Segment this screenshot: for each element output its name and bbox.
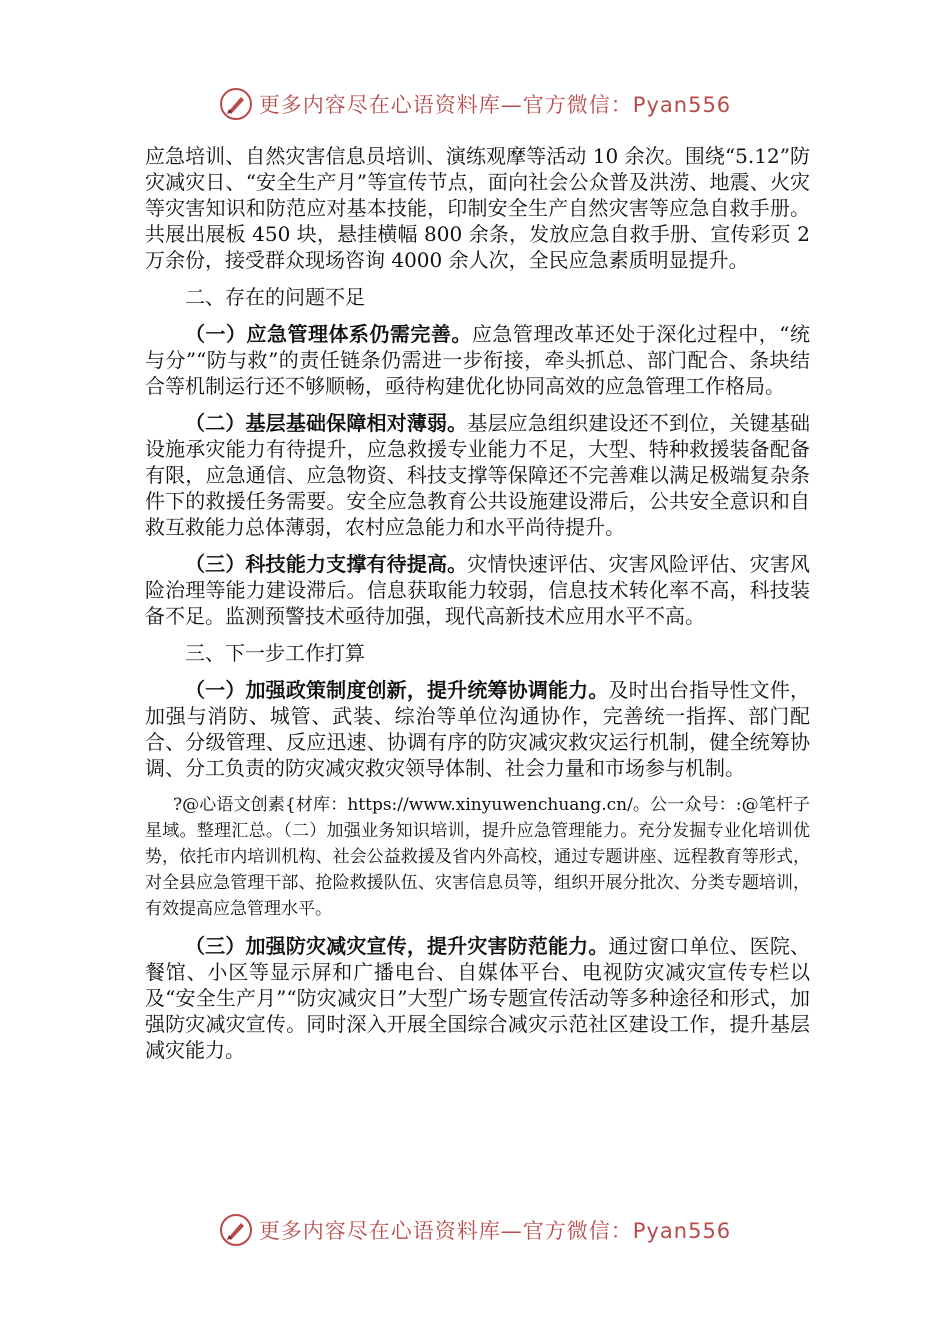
pen-logo-icon	[219, 87, 253, 121]
header-banner	[0, 84, 950, 124]
paragraph-text: 应急管理改革还处于深化过程中，“统与分”“防与救”的责任链条仍需进一步衔接，牵头抓总、部门配合、条块结合等机制运行还不够顺畅，亟待构建优化协同高效的应急管理工作格局。	[145, 322, 810, 398]
paragraph-lead: （三）加强防灾减灾宣传，提升灾害防范能力。	[185, 934, 609, 958]
paragraph-plan-3	[145, 933, 810, 1063]
header-banner-text: 更多内容尽在心语资料库—官方微信：Pyan556	[258, 93, 732, 117]
paragraph-lead: （二）基层基础保障相对薄弱。	[185, 411, 468, 435]
paragraph-problem-2	[145, 410, 810, 540]
paragraph-problem-1	[145, 321, 810, 399]
paragraph-text: 基层应急组织建设还不到位，关键基础设施承灾能力有待提升，应急救援专业能力不足，大型、特种救援装备配备有限，应急通信、应急物资、科技支撑等保障还不完善难以满足极端复杂条件下的救援任务需要。安全应急教育公共设施建设滞后，公共安全意识和自救互救能力总体薄弱，农村应急能力和水平尚待提升。	[145, 411, 811, 539]
pen-logo-icon	[219, 1213, 253, 1247]
paragraph-plan-2: ?@心语文创素{材库：https://www.xinyuwenchuang.cn/。公一众号：:@笔杆子星域。整理汇总。（二）加强业务知识培训，提升应急管理能力。充分发掘专业化培训优势，依托市内培训机构、社会公益救援及省内外高校，通过专题讲座、远程教育等形式，对全县应急管理干部、抢险救援队伍、灾害信息员等，组织开展分批次、分类专题培训，有效提高应急管理水平。	[145, 795, 810, 919]
section-heading-next-steps: 三、下一步工作打算	[185, 641, 365, 665]
footer-banner	[0, 1210, 950, 1250]
paragraph-text: 及时出台指导性文件，加强与消防、城管、武装、综治等单位沟通协作，完善统一指挥、部门配合、分级管理、反应迅速、协调有序的防灾减灾救灾运行机制，健全统筹协调、分工负责的防灾减灾救灾领导体制、社会力量和市场参与机制。	[145, 678, 811, 780]
paragraph-text: 通过窗口单位、医院、餐馆、小区等显示屏和广播电台、自媒体平台、电视防灾减灾宣传专栏以及“安全生产月”“防灾减灾日”大型广场专题宣传活动等多种途径和形式，加强防灾减灾宣传。同时深入开展全国综合减灾示范社区建设工作，提升基层减灾能力。	[145, 934, 811, 1062]
footer-banner-text: 更多内容尽在心语资料库—官方微信：Pyan556	[258, 1219, 732, 1243]
paragraph-lead: （一）应急管理体系仍需完善。	[185, 322, 472, 346]
paragraph-text: 灾情快速评估、灾害风险评估、灾害风险治理等能力建设滞后。信息获取能力较弱，信息技术转化率不高，科技装备不足。监测预警技术亟待加强，现代高新技术应用水平不高。	[145, 552, 811, 628]
paragraph-lead: （一）加强政策制度创新，提升统筹协调能力。	[185, 678, 609, 702]
paragraph-problem-3	[145, 551, 810, 629]
paragraph-plan-1	[145, 677, 810, 781]
paragraph-publicity-summary: 应急培训、自然灾害信息员培训、演练观摩等活动 10 余次。围绕“5.12”防灾减灾日、“安全生产月”等宣传节点，面向社会公众普及洪涝、地震、火灾等灾害知识和防范应对基本技能，印制安全生产自然灾害等应急自救手册。共展出展板 450 块，悬挂横幅 800 余条，发放应急自救手册、宣传彩页 2 万余份，接受群众现场咨询 4000 余人次，全民应急素质明显提升。	[145, 144, 810, 272]
document-body	[145, 143, 810, 1074]
section-heading-problems: 二、存在的问题不足	[185, 285, 365, 309]
paragraph-lead: （三）科技能力支撑有待提高。	[185, 552, 468, 576]
